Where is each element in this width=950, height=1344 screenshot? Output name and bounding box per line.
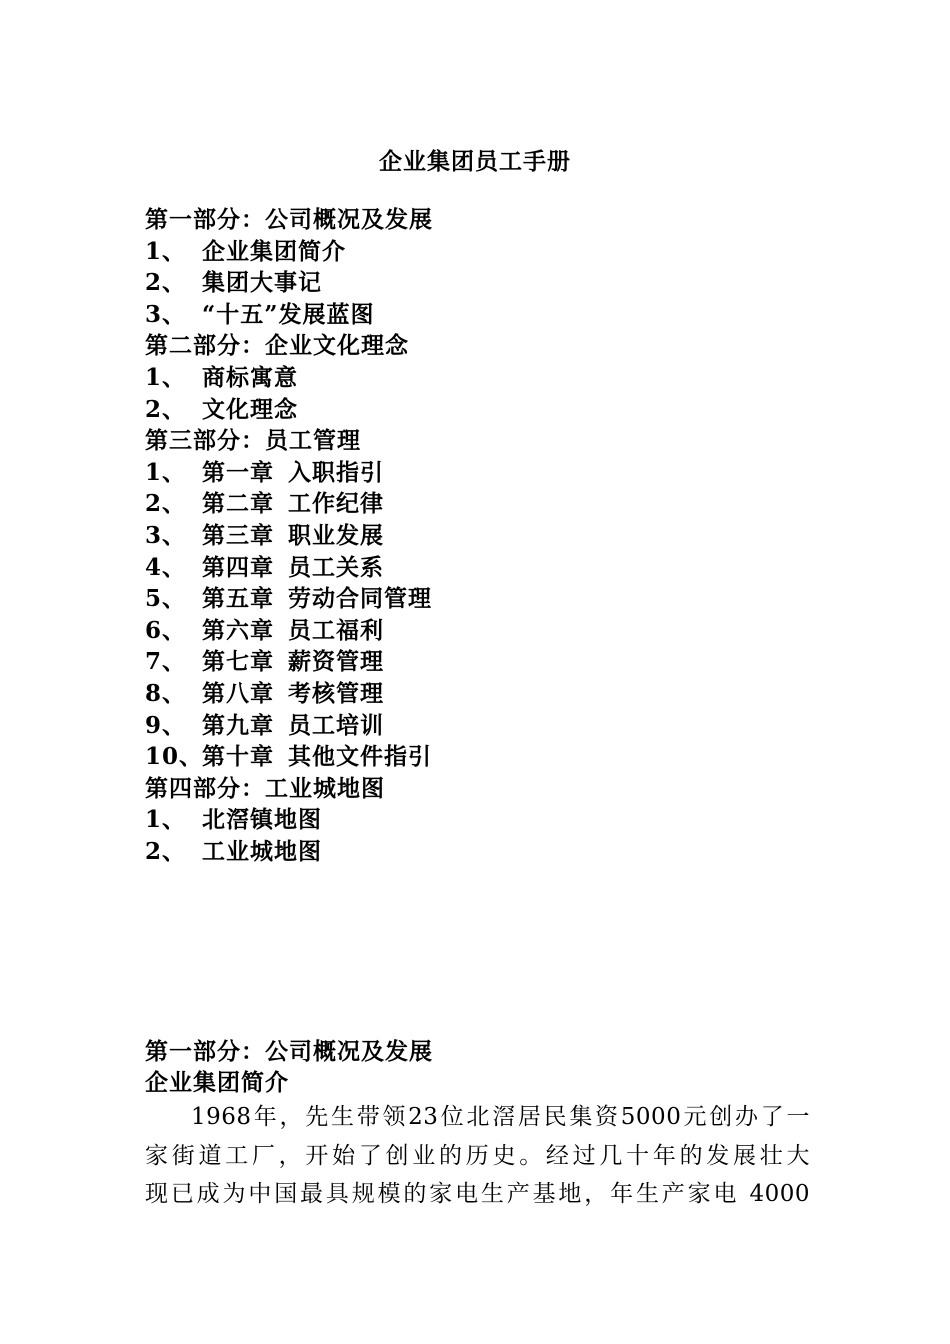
toc-entry-number: 2、 bbox=[145, 490, 187, 518]
toc-part-heading: 第三部分：员工管理 bbox=[145, 427, 361, 455]
section-part-heading: 第一部分：公司概况及发展 bbox=[145, 1038, 433, 1065]
toc-entry-label: 工作纪律 bbox=[288, 490, 384, 518]
section-part-one bbox=[145, 1036, 810, 1214]
toc-entry-label: 商标寓意 bbox=[202, 363, 298, 391]
toc-entry bbox=[145, 836, 825, 868]
intro-paragraph bbox=[145, 1098, 810, 1214]
toc-entry-label: 职业发展 bbox=[288, 521, 384, 549]
toc-entry-chapter: 第一章 bbox=[202, 458, 274, 486]
toc-entry-number: 2、 bbox=[145, 269, 187, 297]
toc-entry bbox=[145, 741, 825, 773]
toc-entry-number: 6、 bbox=[145, 616, 187, 644]
toc-entry-number: 2、 bbox=[145, 837, 187, 865]
table-of-contents bbox=[145, 204, 825, 867]
toc-entry-label: 北滘镇地图 bbox=[202, 806, 322, 834]
toc-entry-number: 3、 bbox=[145, 521, 187, 549]
toc-entry-number: 10、 bbox=[145, 743, 204, 771]
toc-entry bbox=[145, 488, 825, 520]
toc-entry-number: 7、 bbox=[145, 648, 187, 676]
toc-entry bbox=[145, 646, 825, 678]
toc-entry bbox=[145, 615, 825, 647]
document-title: 企业集团员工手册 bbox=[379, 148, 571, 175]
toc-entry-chapter: 第四章 bbox=[202, 553, 274, 581]
toc-entry-number: 8、 bbox=[145, 679, 187, 707]
toc-entry-chapter: 第九章 bbox=[202, 711, 274, 739]
toc-entry-label: 集团大事记 bbox=[202, 269, 322, 297]
toc-entry bbox=[145, 394, 825, 426]
toc-entry-label: 工业城地图 bbox=[202, 837, 322, 865]
toc-entry-number: 1、 bbox=[145, 363, 187, 391]
toc-entry bbox=[145, 710, 825, 742]
toc-entry-number: 4、 bbox=[145, 553, 187, 581]
toc-entry-chapter: 第八章 bbox=[202, 679, 274, 707]
toc-entry-number: 2、 bbox=[145, 395, 187, 423]
toc-entry bbox=[145, 267, 825, 299]
toc-part-heading: 第四部分：工业城地图 bbox=[145, 774, 385, 802]
toc-entry-chapter: 第五章 bbox=[202, 585, 274, 613]
toc-entry-label: 入职指引 bbox=[288, 458, 384, 486]
toc-entry-chapter: 第十章 bbox=[202, 743, 274, 771]
section-sub-heading: 企业集团简介 bbox=[145, 1069, 289, 1096]
toc-entry-chapter: 第三章 bbox=[202, 521, 274, 549]
toc-entry-number: 9、 bbox=[145, 711, 187, 739]
paragraph-line: 1968年，先生带领23位北滘居民集资5000元创办了一 bbox=[191, 1104, 810, 1130]
toc-entry bbox=[145, 583, 825, 615]
toc-entry bbox=[145, 678, 825, 710]
toc-entry bbox=[145, 457, 825, 489]
toc-entry bbox=[145, 804, 825, 836]
toc-entry-label: “十五”发展蓝图 bbox=[202, 300, 375, 328]
toc-entry-number: 5、 bbox=[145, 585, 187, 613]
toc-part-heading: 第一部分：公司概况及发展 bbox=[145, 206, 433, 233]
toc-entry-label: 劳动合同管理 bbox=[288, 585, 432, 613]
toc-entry-label: 员工培训 bbox=[288, 711, 384, 739]
toc-entry-label: 企业集团简介 bbox=[202, 237, 346, 265]
toc-entry bbox=[145, 552, 825, 584]
toc-entry-chapter: 第二章 bbox=[202, 490, 274, 518]
toc-entry-number: 1、 bbox=[145, 806, 187, 834]
toc-entry-chapter: 第六章 bbox=[202, 616, 274, 644]
paragraph-line: 家街道工厂，开始了创业的历史。经过几十年的发展壮大 bbox=[145, 1142, 810, 1169]
toc-entry-label: 文化理念 bbox=[202, 395, 298, 423]
toc-entry-label: 员工关系 bbox=[288, 553, 384, 581]
toc-entry bbox=[145, 362, 825, 394]
toc-entry-number: 1、 bbox=[145, 458, 187, 486]
toc-entry bbox=[145, 299, 825, 331]
toc-entry-number: 3、 bbox=[145, 300, 187, 328]
toc-entry-chapter: 第七章 bbox=[202, 648, 274, 676]
toc-entry-label: 薪资管理 bbox=[288, 648, 384, 676]
toc-entry bbox=[145, 236, 825, 268]
toc-entry-number: 1、 bbox=[145, 237, 187, 265]
paragraph-line: 现已成为中国最具规模的家电生产基地，年生产家电 4000 bbox=[145, 1181, 810, 1207]
toc-entry-label: 员工福利 bbox=[288, 616, 384, 644]
toc-entry-label: 考核管理 bbox=[288, 679, 384, 707]
toc-entry-label: 其他文件指引 bbox=[288, 743, 432, 771]
toc-part-heading: 第二部分：企业文化理念 bbox=[145, 332, 409, 360]
toc-entry bbox=[145, 520, 825, 552]
